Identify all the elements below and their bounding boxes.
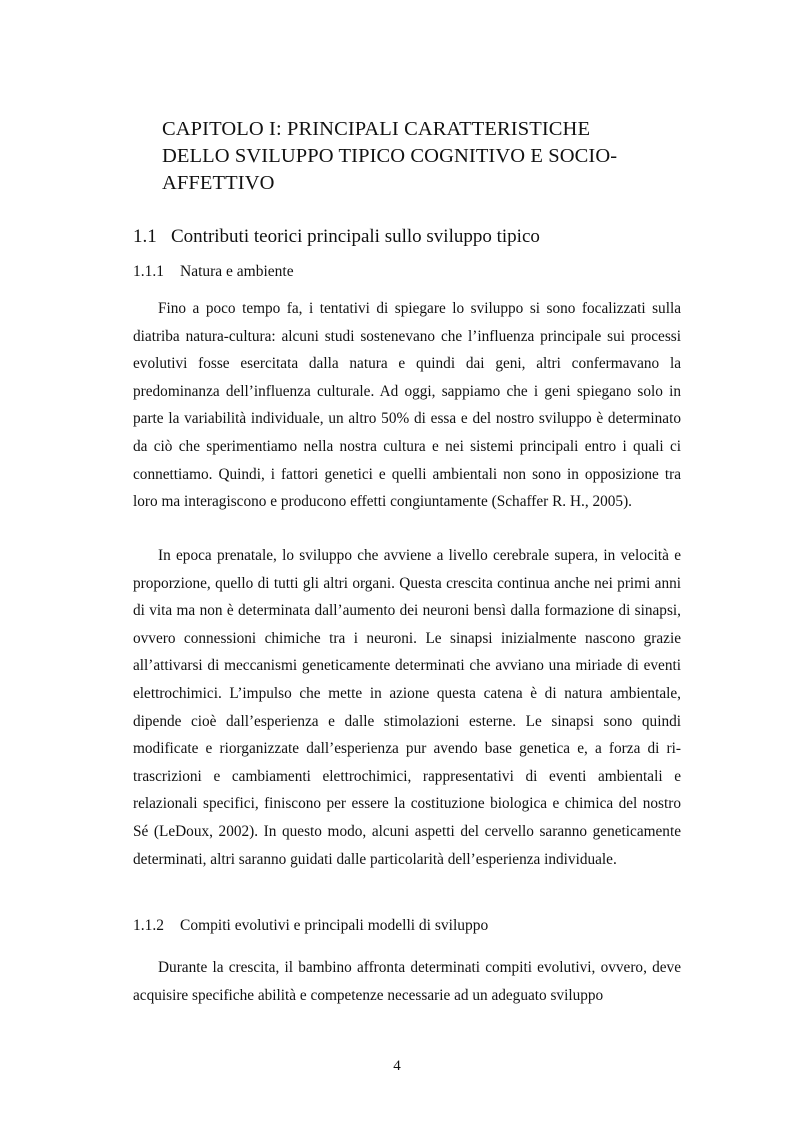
section-heading [133,224,540,250]
subsection-heading-1-1-1 [133,262,294,282]
subsection-title: Compiti evolutivi e principali modelli di sviluppo [180,917,489,934]
body-paragraph-3: Durante la crescita, il bambino affronta determinati compiti evolutivi, ovvero, deve acquisire specifiche abilità e competenze necessarie ad un adeguato sviluppo [133,959,681,1004]
subsection-number: 1.1.1 [133,263,164,280]
subsection-heading-1-1-2 [133,916,488,936]
subsection-number: 1.1.2 [133,917,164,934]
section-title: Contributi teorici principali sullo sviluppo tipico [171,226,540,247]
body-paragraph-2: In epoca prenatale, lo sviluppo che avviene a livello cerebrale supera, in velocità e proporzione, quello di tutti gli altri organi. Questa crescita continua anche nei primi anni di vita ma non è determinata dall’aumento dei neuroni bensì dalla formazione di sinapsi, ovvero connessioni chimiche tra i neuroni. Le sinapsi inizialmente nascono grazie all’attivarsi di meccanismi geneticamente determinati che avviano una miriade di eventi elettrochimici. L’impulso che mette in azione questa catena è di natura ambientale, dipende cioè dall’esperienza e dalle stimolazioni esterne. Le sinapsi sono quindi modificate e riorganizzate dall’esperienza pur avendo base genetica e, a forza di ri-trascrizioni e cambiamenti elettrochimici, rappresentativi di eventi ambientali e relazionali specifici, finiscono per essere la costituzione biologica e chimica del nostro Sé (LeDoux, 2002). In questo modo, alcuni aspetti del cervello saranno geneticamente determinati, altri saranno guidati dalle particolarità dell’esperienza individuale. [133,547,681,868]
section-number: 1.1 [133,226,157,247]
body-paragraph-1: Fino a poco tempo fa, i tentativi di spiegare lo sviluppo si sono focalizzati sulla diatriba natura-cultura: alcuni studi sostenevano che l’influenza principale sui processi evolutivi fosse esercitata dalla natura e quindi dai geni, altri confermavano la predominanza dell’influenza culturale. Ad oggi, sappiamo che i geni spiegano solo in parte la variabilità individuale, un altro 50% di essa e del nostro sviluppo è determinato da ciò che sperimentiamo nella nostra cultura e nei sistemi principali entro i quali ci connettiamo. Quindi, i fattori genetici e quelli ambientali non sono in opposizione tra loro ma interagiscono e producono effetti congiuntamente (Schaffer R. H., 2005). [133,300,681,511]
chapter-title: CAPITOLO I: PRINCIPALI CARATTERISTICHE DELLO SVILUPPO TIPICO COGNITIVO E SOCIO-AFFETTIVO [162,118,618,194]
page-number: 4 [393,1058,401,1074]
subsection-title: Natura e ambiente [180,263,294,280]
